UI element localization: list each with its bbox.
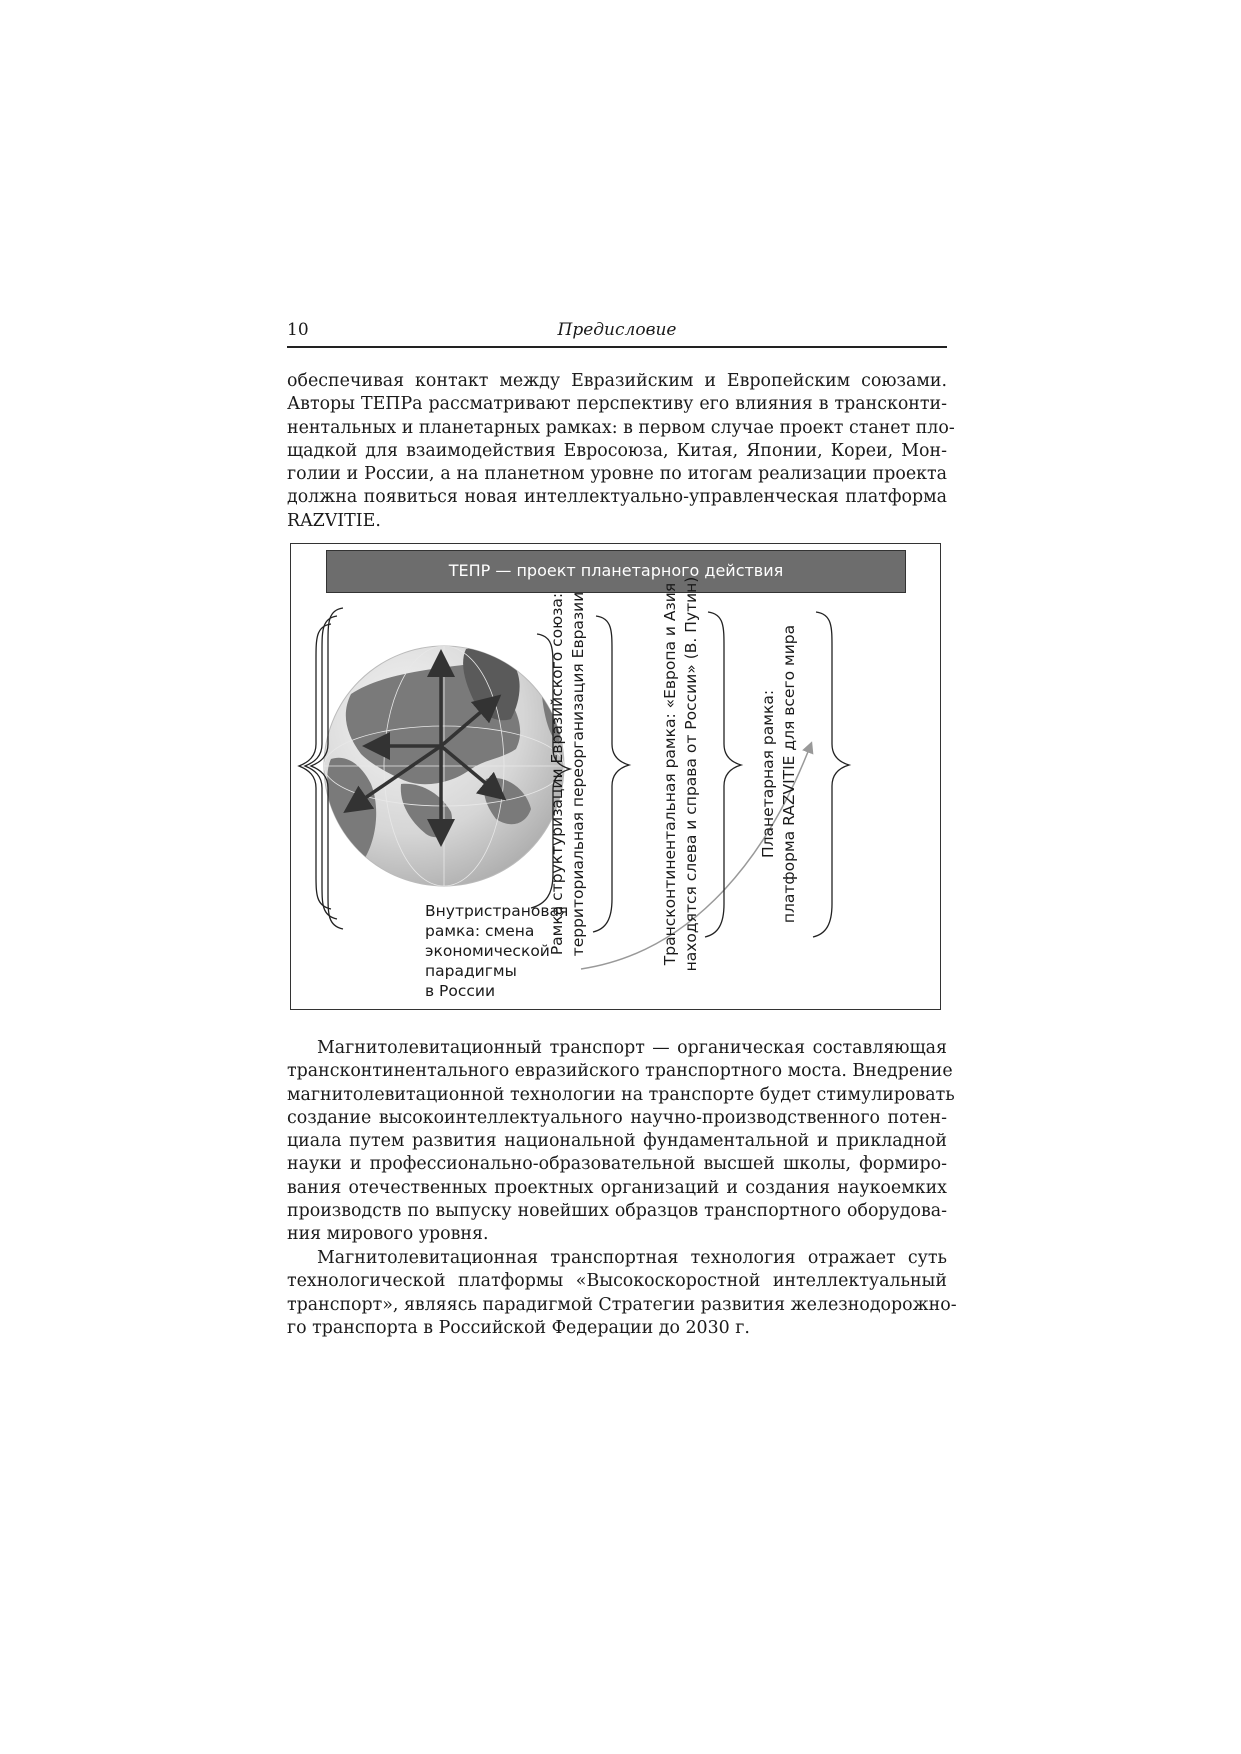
text-line: нентальных и планетарных рамках: в первом случае проект станет пло-: [287, 417, 955, 438]
text-line: Магнитолевитационная транспортная технология отражает суть: [317, 1248, 947, 1268]
text-line: RAZVITIE.: [287, 510, 381, 531]
eurasian-union-frame-label: [547, 589, 589, 959]
page-number: 10: [287, 320, 309, 340]
text-line: Авторы ТЕПРа рассматривают перспективу его влияния в трансконти-: [287, 394, 947, 415]
paragraph-3: [287, 1247, 957, 1340]
inner-frame-line: в России: [425, 982, 496, 1000]
text-line: го транспорта в Российской Федерации до 2030 г.: [287, 1317, 750, 1338]
text-line: создание высокоинтеллектуального научно-производственного потен-: [287, 1107, 947, 1128]
running-title: Предисловие: [557, 320, 677, 340]
inner-frame-line: рамка: смена: [425, 922, 535, 940]
inner-frame-line: экономической: [425, 942, 550, 960]
figure-title: ТЕПР — проект планетарного действия: [326, 550, 906, 593]
text-line: науки и профессионально-образовательной высшей школы, формиро-: [287, 1154, 947, 1175]
frame4-line2: платформа RAZVITIE для всего мира: [780, 624, 798, 924]
inner-frame-line: Внутристрановая: [425, 902, 569, 920]
text-line: циала путем развития национальной фундаментальной и прикладной: [287, 1131, 947, 1152]
text-line: обеспечивая контакт между Евразийским и Европейским союзами.: [287, 371, 947, 391]
text-line: трансконтинентального евразийского транспортного моста. Внедрение: [287, 1061, 953, 1082]
globe-image: [324, 646, 564, 886]
frame3-line1: Трансконтинентальная рамка: «Европа и Азия: [661, 582, 679, 966]
text-line: Магнитолевитационный транспорт — органическая составляющая: [317, 1038, 947, 1058]
page-header: [287, 320, 947, 348]
frame2-line1: Рамка структуризации Евразийского союза:: [548, 592, 566, 956]
text-line: производств по выпуску новейших образцов транспортного оборудова-: [287, 1201, 947, 1222]
text-line: магнитолевитационной технологии на транспорте будет стимулировать: [287, 1084, 955, 1105]
paragraph-2: [287, 1037, 955, 1247]
text-line: голии и России, а на планетном уровне по итогам реализации проекта: [287, 464, 947, 485]
text-line: должна появиться новая интеллектуально-управленческая платформа: [287, 487, 947, 508]
text-line: ния мирового уровня.: [287, 1224, 489, 1245]
frame2-line2: территориальная переорганизация Евразии: [569, 591, 587, 957]
inner-frame-line: парадигмы: [425, 962, 517, 980]
text-line: технологической платформы «Высокоскоростной интеллектуальный: [287, 1271, 947, 1292]
planetary-frame-label: [758, 624, 800, 924]
frame4-line1: Планетарная рамка:: [759, 689, 777, 859]
paragraph-1: [287, 370, 955, 533]
figure-tepr-diagram: [290, 543, 941, 1010]
frame3-line2: находятся слева и справа от России» (В. Путин): [682, 576, 700, 972]
text-line: щадкой для взаимодействия Евросоюза, Китая, Японии, Кореи, Мон-: [287, 440, 947, 461]
text-line: транспорт», являясь парадигмой Стратегии развития железнодорожно-: [287, 1294, 957, 1315]
diagram-graphics: [291, 544, 942, 1011]
right-brace-4: [813, 612, 849, 937]
right-brace-3: [705, 612, 741, 937]
right-brace-2: [593, 616, 629, 932]
text-line: вания отечественных проектных организаций и создания наукоемких: [287, 1177, 947, 1198]
transcontinental-frame-label: [660, 564, 702, 984]
